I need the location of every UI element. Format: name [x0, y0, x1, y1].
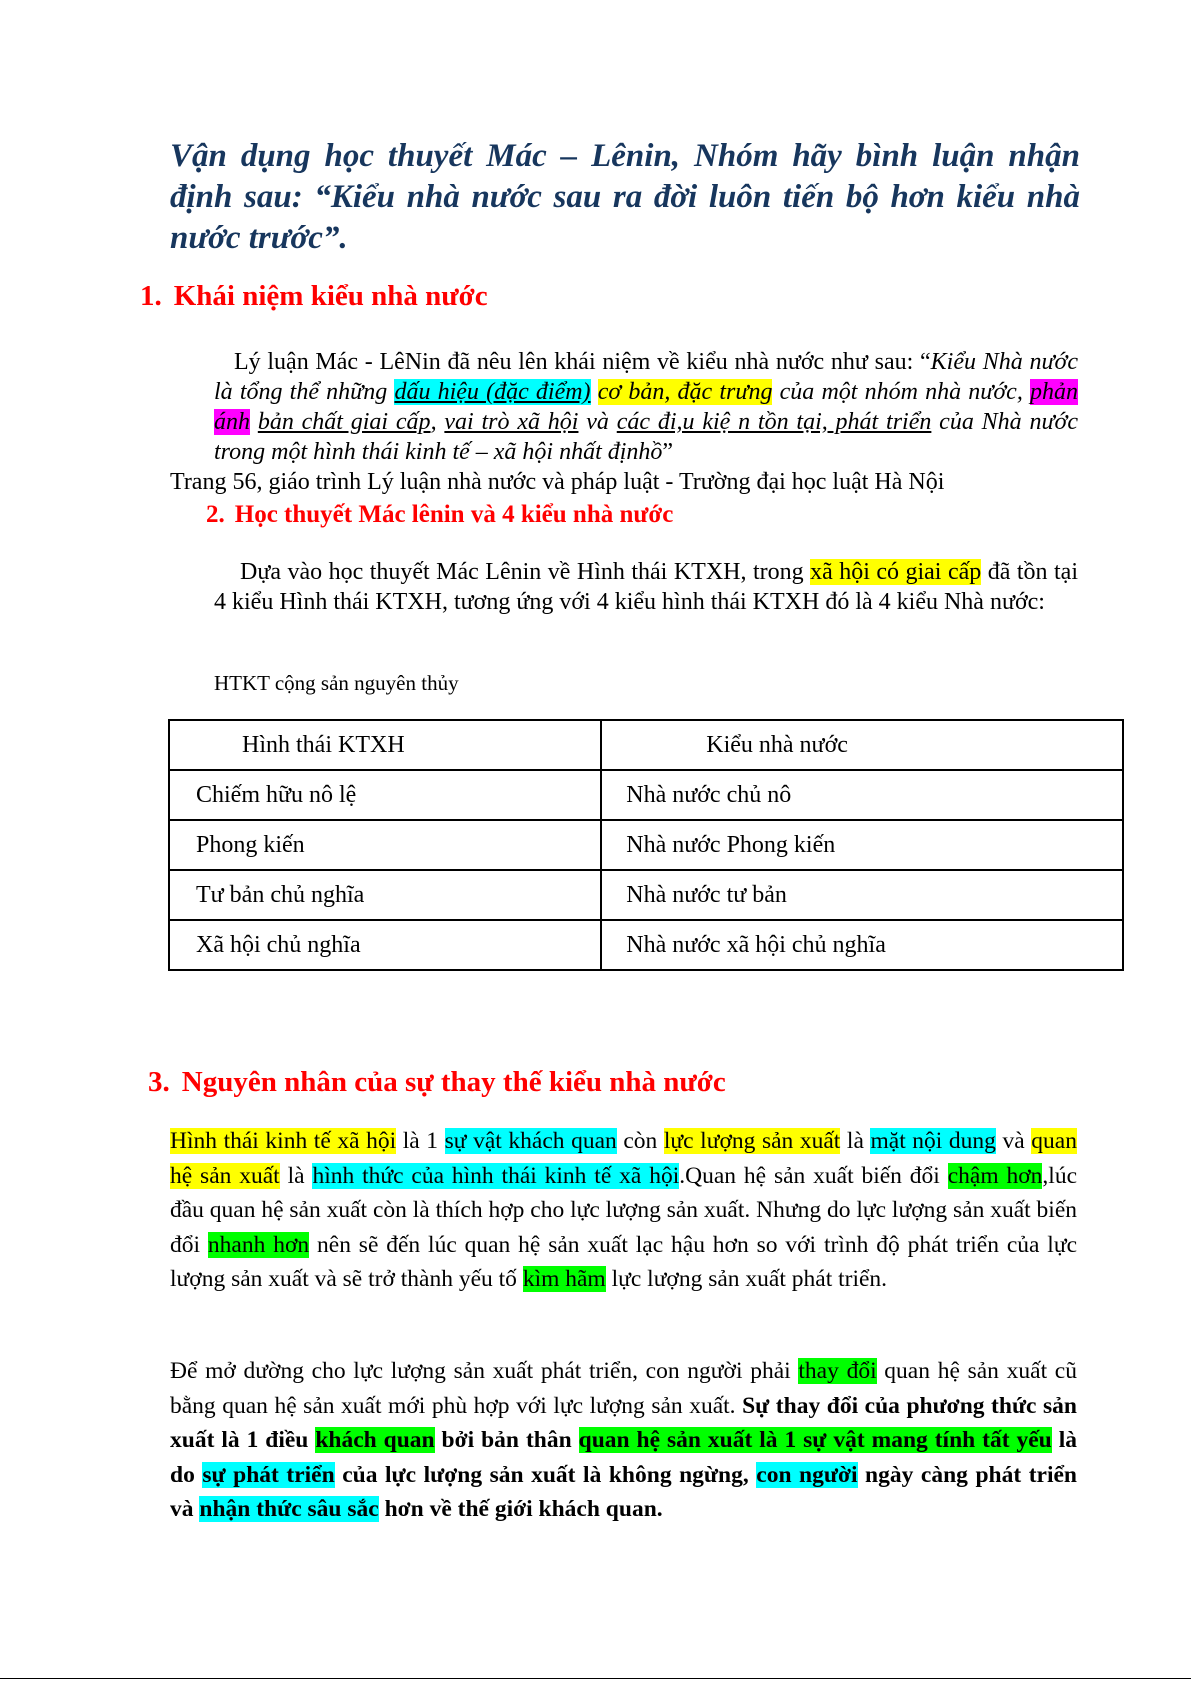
- highlight: sự vật khách quan: [444, 1128, 617, 1154]
- highlight: khách quan: [315, 1427, 435, 1453]
- table-cell: Chiếm hữu nô lệ: [169, 770, 601, 820]
- highlight: quan hệ sản xuất là 1 sự vật mang tính tất yếu: [578, 1427, 1052, 1453]
- highlight: kìm hãm: [522, 1266, 606, 1292]
- section-2-number: 2.: [206, 501, 225, 528]
- highlight: chậm hơn: [947, 1162, 1043, 1189]
- highlight: nhận thức sâu sắc: [199, 1496, 379, 1522]
- underline-dieu-kien: các đi,u kiệ n tồn tại, phát triển: [616, 409, 932, 435]
- highlight: sự phát triển: [202, 1461, 335, 1488]
- highlight: quan hệ sản xuất: [170, 1128, 1077, 1189]
- page-bottom-rule: [0, 1678, 1191, 1679]
- underline-vai-tro: vai trò xã hội: [444, 409, 579, 435]
- highlight: hình thức của hình thái kinh tế xã hội: [312, 1162, 680, 1189]
- highlight: mặt nội dung: [870, 1128, 996, 1154]
- section-2-title: Học thuyết Mác lênin và 4 kiểu nhà nước: [234, 501, 674, 528]
- highlight: nhanh hơn: [207, 1231, 310, 1258]
- highlight-dau-hieu: dấu hiệu (đặc điểm): [394, 379, 591, 405]
- table-cell: Tư bản chủ nghĩa: [169, 870, 601, 920]
- section-1-title: Khái niệm kiểu nhà nước: [173, 280, 488, 312]
- section-3-paragraph-1: Hình thái kinh tế xã hội là 1 sự vật khách quan còn lực lượng sản xuất là mặt nội dung và quan hệ sản xuất là hình thức của hình thái kinh tế xã hội.Quan hệ sản xuất biến đổi chậm hơn,lúc đầu quan hệ sản xuất còn là thích hợp cho lực lượng sản xuất. Nhưng do lực lượng sản xuất biến đổi nhanh hơn nên sẽ đến lúc quan hệ sản xuất lạc hậu hơn so với trình độ phát triển của lực lượng sản xuất và sẽ trở thành yếu tố kìm hãm lực lượng sản xuất phát triển.: [170, 1128, 1078, 1292]
- table-cell: Nhà nước tư bản: [601, 870, 1123, 920]
- table-cell: Phong kiến: [169, 820, 601, 870]
- quote-text: của một nhóm nhà nước,: [772, 379, 1031, 405]
- highlight-xa-hoi-co-giai-cap: xã hội có giai cấp: [810, 559, 982, 585]
- highlight: Hình thái kinh tế xã hội: [170, 1128, 397, 1154]
- quote-text: của Nhà nước trong một hình thái kinh tế – xã hội nhất địnhồ: [214, 409, 1079, 465]
- table-cell: Nhà nước Phong kiến: [601, 820, 1123, 870]
- highlight-co-ban: cơ bản, đặc trưng: [597, 379, 773, 405]
- highlight-phan-anh: phản ánh: [214, 379, 1079, 435]
- section-3-number: 3.: [148, 1066, 170, 1098]
- table-cell: Xã hội chủ nghĩa: [169, 920, 601, 970]
- state-types-table: [168, 719, 1124, 971]
- quote-lead: Lý luận Mác - LêNin đã nêu lên khái niệm về kiểu nhà nước như sau: “: [234, 349, 931, 375]
- table-header-cell: Hình thái KTXH: [169, 720, 601, 770]
- highlight: con người: [756, 1461, 858, 1488]
- highlight: lực lượng sản xuất: [663, 1128, 841, 1154]
- section-3-paragraph-2: Để mở dường cho lực lượng sản xuất phát triển, con người phải thay đổi quan hệ sản xuất cũ bằng quan hệ sản xuất mới phù hợp với lực lượng sản xuất. Sự thay đổi của phương thức sản xuất là 1 điều khách quan bởi bản thân quan hệ sản xuất là 1 sự vật mang tính tất yếu là do sự phát triển của lực lượng sản xuất là không ngừng, con người ngày càng phát triển và nhận thức sâu sắc hơn về thế giới khách quan.: [170, 1358, 1077, 1522]
- page-title: Vận dụng học thuyết Mác – Lênin, Nhóm hãy bình luận nhận định sau: “Kiểu nhà nước sau ra đời luôn tiến bộ hơn kiểu nhà nước trước”.: [170, 138, 1080, 256]
- table-row: [169, 920, 1123, 970]
- section-1-heading: [140, 278, 488, 314]
- section-2-paragraph: Dựa vào học thuyết Mác Lênin về Hình thái KTXH, trong xã hội có giai cấp đã tồn tại 4 kiểu Hình thái KTXH, tương ứng với 4 kiểu hình thái KTXH đó là 4 kiểu Nhà nước:: [214, 559, 1078, 615]
- quote-text: Kiểu Nhà nước là tổng thể những: [214, 349, 1078, 405]
- table-header-cell: Kiểu nhà nước: [601, 720, 1123, 770]
- source-citation: Trang 56, giáo trình Lý luận nhà nước và pháp luật - Trường đại học luật Hà Nội: [170, 469, 945, 495]
- definition-quote: Lý luận Mác - LêNin đã nêu lên khái niệm về kiểu nhà nước như sau: “Kiểu Nhà nước là tổng thể những dấu hiệu (đặc điểm) cơ bản, đặc trưng của một nhóm nhà nước, phản ánh bản chất giai cấp, vai trò xã hội và các đi,u kiệ n tồn tại, phát triển của Nhà nước trong một hình thái kinh tế – xã hội nhất địnhồ”: [214, 349, 1079, 465]
- table-row: [169, 820, 1123, 870]
- table-row: [169, 870, 1123, 920]
- highlight: thay đổi: [798, 1358, 877, 1384]
- table-header-row: [169, 720, 1123, 770]
- section-2-heading: [206, 499, 673, 531]
- section-3-title: Nguyên nhân của sự thay thế kiểu nhà nước: [181, 1066, 726, 1098]
- table-cell: Nhà nước xã hội chủ nghĩa: [601, 920, 1123, 970]
- table-row: [169, 770, 1123, 820]
- table-cell: Nhà nước chủ nô: [601, 770, 1123, 820]
- section-3-heading: [148, 1064, 726, 1100]
- htkt-note: HTKT cộng sản nguyên thủy: [214, 671, 459, 695]
- underline-ban-chat: bản chất giai cấp: [257, 409, 431, 435]
- section-1-number: 1.: [140, 280, 162, 312]
